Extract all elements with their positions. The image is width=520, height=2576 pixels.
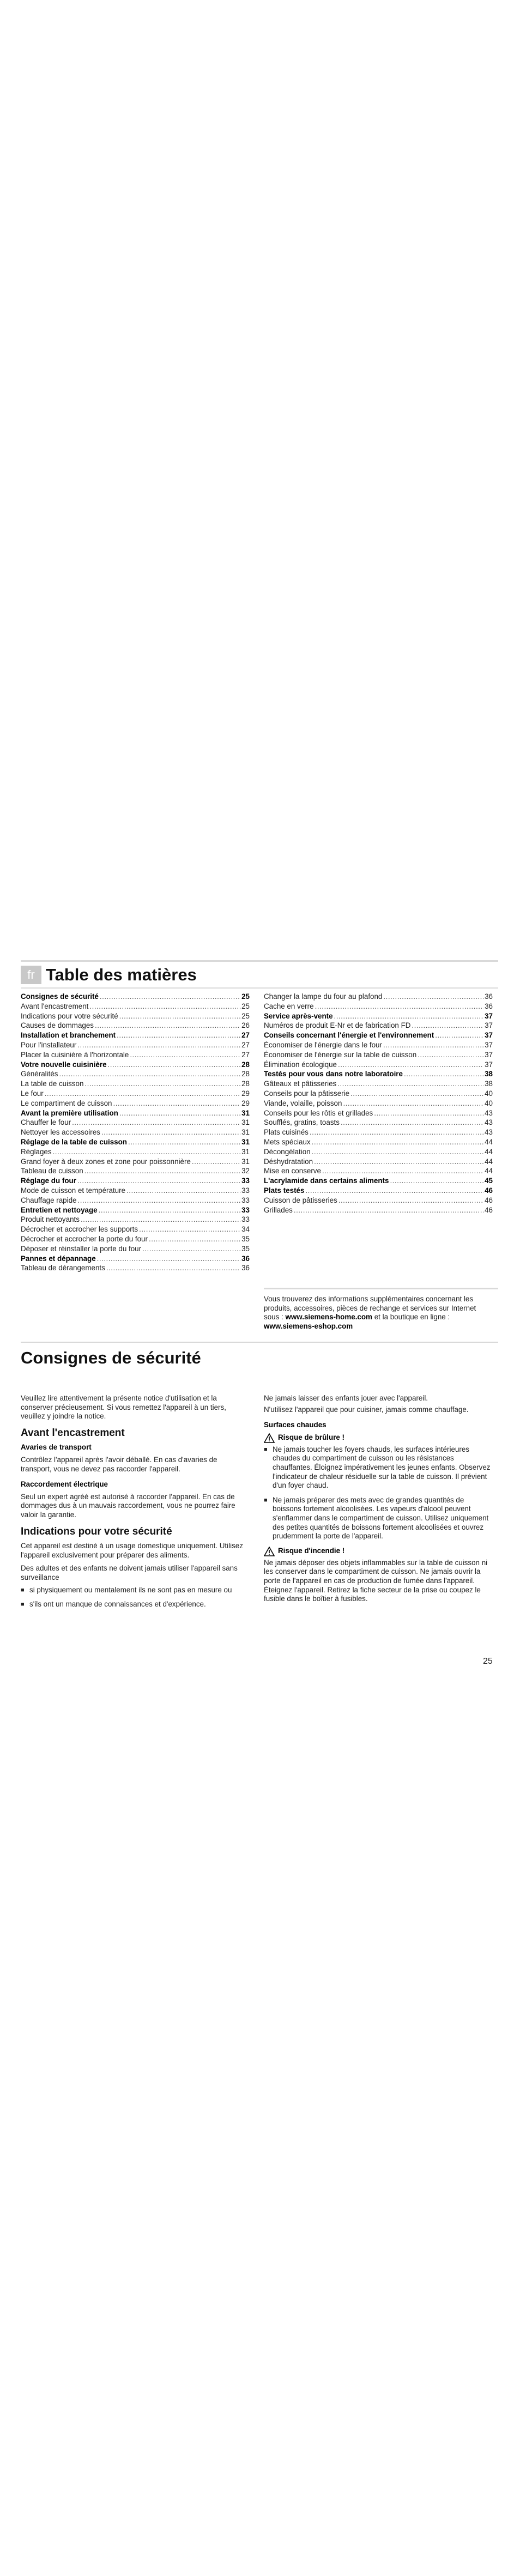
- toc-leader-dots: [435, 1031, 483, 1040]
- toc-entry-page: 37: [485, 1060, 493, 1069]
- toc-entry[interactable]: [21, 1215, 250, 1225]
- bullet-text: Ne jamais préparer des mets avec de grandes quantités de boissons fortement alcoolisées. Les vapeurs d'alcool peuvent s'enflammer dans le compartiment de cuisson. Utilisez uniquement des petites quantités de boissons fortement alcoolisées et ouvrez prudemment la porte de l'appareil.: [273, 1495, 489, 1541]
- toc-entry-title: Placer la cuisinière à l'horizontale: [21, 1050, 129, 1059]
- toc-leader-dots: [350, 1089, 483, 1099]
- toc-entry-page: 31: [241, 1128, 250, 1137]
- toc-leader-dots: [383, 1040, 483, 1050]
- info-mid: et la boutique en ligne :: [374, 1313, 450, 1321]
- toc-leader-dots: [341, 1118, 483, 1128]
- bullet-icon: ■: [264, 1496, 268, 1504]
- toc-entry-title: Soufflés, gratins, toasts: [264, 1118, 340, 1127]
- incendie-text: Ne jamais déposer des objets inflammables sur la table de cuisson ni les conserver dans le compartiment de cuisson. Ne jamais ouvrir la porte de l'appareil en cas de production de fumée dans l'appareil. Éteignez l'appareil. Retirez la fiche secteur de la prise ou coupez le fusible dans le boîtier à fusibles.: [264, 1558, 488, 1603]
- toc-entry-title: Grillades: [264, 1205, 293, 1214]
- toc-leader-dots: [343, 1099, 483, 1108]
- toc-leader-dots: [77, 1176, 240, 1186]
- toc-entry-page: 28: [241, 1080, 250, 1088]
- toc-top-rule: [21, 960, 498, 962]
- toc-under-rule: [21, 987, 498, 989]
- toc-entry-title: Réglage du four: [21, 1177, 76, 1185]
- toc-leader-dots: [126, 1186, 240, 1196]
- right-p1: Ne jamais laisser des enfants jouer avec l'appareil.: [264, 1394, 428, 1402]
- toc-entry-title: Indications pour votre sécurité: [21, 1011, 118, 1020]
- toc-entry[interactable]: [264, 1099, 493, 1108]
- toc-entry[interactable]: [264, 1166, 493, 1176]
- toc-entry[interactable]: [264, 1176, 493, 1186]
- toc-entry-page: 44: [485, 1137, 493, 1146]
- safety-left-column: [21, 1394, 250, 1615]
- toc-entry-title: Votre nouvelle cuisinière: [21, 1060, 107, 1069]
- toc-entry-title: Le four: [21, 1089, 44, 1098]
- toc-entry-page: 46: [485, 1186, 493, 1195]
- toc-entry-title: Décrocher et accrocher les supports: [21, 1225, 138, 1234]
- toc-leader-dots: [117, 1031, 240, 1040]
- list-item: [264, 1496, 493, 1541]
- toc-entry-title: Cuisson de pâtisseries: [264, 1196, 337, 1204]
- toc-leader-dots: [59, 1069, 240, 1079]
- toc-entry[interactable]: [264, 1147, 493, 1157]
- toc-entry-page: 37: [485, 1021, 493, 1030]
- toc-entry-title: Décongélation: [264, 1147, 311, 1156]
- toc-leader-dots: [84, 1166, 240, 1176]
- toc-entry-page: 38: [485, 1080, 493, 1088]
- toc-entry[interactable]: [21, 1147, 250, 1157]
- toc-entry[interactable]: [264, 1002, 493, 1011]
- toc-leader-dots: [101, 1128, 240, 1137]
- toc-leader-dots: [108, 1060, 241, 1070]
- toc-entry-page: 44: [485, 1157, 493, 1166]
- toc-entry-title: La table de cuisson: [21, 1080, 84, 1088]
- toc-entry[interactable]: [264, 1050, 493, 1060]
- toc-entry-page: 43: [485, 1128, 493, 1137]
- toc-entry-title: Le compartiment de cuisson: [21, 1099, 112, 1107]
- toc-entry-page: 45: [485, 1177, 493, 1185]
- toc-entry-title: Déposer et réinstaller la porte du four: [21, 1244, 142, 1253]
- transport-text: Contrôlez l'appareil après l'avoir déballé. En cas d'avaries de transport, vous ne devez pas raccorder l'appareil.: [21, 1455, 217, 1473]
- toc-leader-dots: [53, 1147, 241, 1157]
- bullet-text: s'ils ont un manque de connaissances et d'expérience.: [29, 1600, 206, 1609]
- page-number: 25: [483, 1657, 493, 1666]
- toc-entry-page: 46: [485, 1205, 493, 1214]
- toc-leader-dots: [106, 1263, 240, 1273]
- toc-entry[interactable]: [264, 992, 493, 1002]
- toc-entry[interactable]: [21, 1002, 250, 1011]
- toc-leader-dots: [81, 1215, 240, 1225]
- toc-entry-title: Chauffer le four: [21, 1118, 71, 1127]
- toc-entry[interactable]: [264, 1186, 493, 1196]
- toc-entry-page: 37: [485, 1031, 493, 1040]
- toc-entry-title: Conseils pour la pâtisserie: [264, 1089, 350, 1098]
- toc-entry[interactable]: [264, 1205, 493, 1215]
- toc-entry[interactable]: [21, 1263, 250, 1273]
- toc-entry-title: Économiser de l'énergie dans le four: [264, 1040, 382, 1049]
- toc-entry[interactable]: [21, 1166, 250, 1176]
- toc-entry[interactable]: [21, 1244, 250, 1254]
- toc-entry-page: 29: [241, 1089, 250, 1098]
- toc-leader-dots: [99, 1205, 240, 1215]
- toc-entry-title: L'acrylamide dans certains aliments: [264, 1177, 389, 1185]
- toc-entry-title: Gâteaux et pâtisseries: [264, 1080, 337, 1088]
- toc-leader-dots: [130, 1050, 240, 1060]
- toc-leader-dots: [315, 1002, 484, 1011]
- toc-entry-page: 27: [241, 1040, 250, 1049]
- toc-entry-title: Grand foyer à deux zones et zone pour poissonnière: [21, 1157, 191, 1166]
- toc-entry-title: Pour l'installateur: [21, 1040, 77, 1049]
- toc-entry[interactable]: [21, 1099, 250, 1108]
- toc-entry[interactable]: [264, 1137, 493, 1147]
- toc-entry[interactable]: [264, 1069, 493, 1079]
- bullet-icon: ■: [21, 1601, 25, 1608]
- toc-entry-page: 25: [241, 1011, 250, 1020]
- warning-triangle-icon: [264, 1433, 275, 1443]
- info-url-eshop[interactable]: www.siemens-eshop.com: [264, 1322, 353, 1330]
- toc-entry-page: 33: [241, 1205, 250, 1214]
- toc-leader-dots: [418, 1050, 483, 1060]
- toc-entry-title: Testés pour vous dans notre laboratoire: [264, 1070, 403, 1078]
- toc-entry-page: 36: [485, 1002, 493, 1010]
- indications-text-1: Cet appareil est destiné à un usage domestique uniquement. Utilisez l'appareil exclusivement pour préparer des aliments.: [21, 1542, 243, 1559]
- heading-raccordement: Raccordement électrique: [21, 1480, 108, 1489]
- toc-entry-title: Nettoyer les accessoires: [21, 1128, 100, 1137]
- toc-leader-dots: [113, 1099, 240, 1108]
- toc-entry-page: 44: [485, 1147, 493, 1156]
- toc-entry-title: Élimination écologique: [264, 1060, 337, 1069]
- toc-entry-title: Plats cuisinés: [264, 1128, 309, 1137]
- list-item: [264, 1445, 493, 1490]
- toc-entry[interactable]: [264, 1079, 493, 1089]
- toc-entry-page: 40: [485, 1099, 493, 1107]
- bullet-text: si physiquement ou mentalement ils ne sont pas en mesure ou: [29, 1585, 232, 1594]
- toc-entry[interactable]: [21, 1254, 250, 1264]
- toc-leader-dots: [78, 1196, 241, 1205]
- toc-entry[interactable]: [264, 1108, 493, 1118]
- toc-leader-dots: [89, 1002, 240, 1011]
- toc-leader-dots: [45, 1089, 240, 1099]
- bullet-icon: ■: [264, 1446, 268, 1453]
- toc-leader-dots: [322, 1166, 483, 1176]
- toc-entry[interactable]: [21, 1021, 250, 1031]
- toc-entry-title: Installation et branchement: [21, 1031, 116, 1040]
- bullet-text: Ne jamais toucher les foyers chauds, les surfaces intérieures chaudes du compartiment de cuisson ou les résistances chauffantes. Éloignez impérativement les jeunes enfants. Observez l'indicateur de chaleur résiduelle sur la table de cuisson. Il prévient d'un foyer chaud.: [273, 1445, 491, 1490]
- toc-leader-dots: [192, 1157, 240, 1167]
- toc-entry[interactable]: [21, 992, 250, 1002]
- toc-leader-dots: [142, 1244, 240, 1254]
- toc-entry[interactable]: [21, 1031, 250, 1040]
- toc-entry-page: 26: [241, 1021, 250, 1030]
- toc-entry-page: 38: [485, 1070, 493, 1078]
- toc-entry[interactable]: [21, 1050, 250, 1060]
- toc-entry-page: 36: [241, 1254, 250, 1263]
- toc-entry[interactable]: [21, 1186, 250, 1196]
- toc-entry-title: Produit nettoyants: [21, 1215, 80, 1224]
- toc-entry-page: 31: [241, 1108, 250, 1117]
- toc-entry[interactable]: [264, 1089, 493, 1099]
- toc-entry[interactable]: [21, 1157, 250, 1167]
- list-item: [21, 1586, 250, 1595]
- toc-entry-page: 25: [241, 1002, 250, 1010]
- toc-left-column: [21, 992, 250, 1273]
- toc-entry-title: Réglages: [21, 1147, 52, 1156]
- toc-entry-page: 33: [241, 1196, 250, 1204]
- toc-leader-dots: [149, 1234, 240, 1244]
- info-url-home[interactable]: www.siemens-home.com: [285, 1313, 372, 1321]
- toc-entry[interactable]: [21, 1079, 250, 1089]
- toc-entry-title: Pannes et dépannage: [21, 1254, 96, 1263]
- warning-burn-label: Risque de brûlure !: [278, 1433, 345, 1442]
- toc-entry[interactable]: [264, 1157, 493, 1167]
- toc-entry-page: 43: [485, 1108, 493, 1117]
- toc-entry-page: 27: [241, 1031, 250, 1040]
- toc-entry-page: 35: [241, 1234, 250, 1243]
- toc-entry[interactable]: [264, 1031, 493, 1040]
- toc-entry-page: 37: [485, 1011, 493, 1020]
- toc-entry-title: Décrocher et accrocher la porte du four: [21, 1234, 148, 1243]
- toc-leader-dots: [312, 1147, 483, 1157]
- toc-entry-page: 33: [241, 1186, 250, 1195]
- toc-entry[interactable]: [264, 1060, 493, 1070]
- toc-leader-dots: [334, 1011, 484, 1021]
- toc-entry[interactable]: [21, 1060, 250, 1070]
- safety-intro: Veuillez lire attentivement la présente notice d'utilisation et la conserver précieusement. Si vous remettez l'appareil à un tiers, veuillez y joindre la notice.: [21, 1394, 226, 1421]
- toc-entry[interactable]: [21, 1089, 250, 1099]
- right-p2: N'utilisez l'appareil que pour cuisiner, jamais comme chauffage.: [264, 1405, 469, 1414]
- warning-triangle-icon: [264, 1547, 275, 1556]
- toc-entry-page: 31: [241, 1147, 250, 1156]
- toc-entry[interactable]: [264, 1128, 493, 1137]
- toc-entry-page: 36: [485, 992, 493, 1001]
- toc-entry-page: 36: [241, 1264, 250, 1272]
- toc-entry[interactable]: [21, 1205, 250, 1215]
- toc-entry-title: Changer la lampe du four au plafond: [264, 992, 383, 1001]
- toc-leader-dots: [312, 1137, 484, 1147]
- toc-entry-title: Conseils pour les rôtis et grillades: [264, 1108, 373, 1117]
- toc-leader-dots: [374, 1108, 483, 1118]
- toc-entry-title: Consignes de sécurité: [21, 992, 99, 1001]
- toc-entry-title: Plats testés: [264, 1186, 305, 1195]
- list-item: [21, 1600, 250, 1609]
- toc-entry-page: 37: [485, 1040, 493, 1049]
- toc-entry-title: Mode de cuisson et température: [21, 1186, 126, 1195]
- toc-entry-page: 32: [241, 1167, 250, 1175]
- heading-transport: Avaries de transport: [21, 1443, 92, 1452]
- toc-entry-page: 31: [241, 1118, 250, 1127]
- toc-entry-page: 46: [485, 1196, 493, 1204]
- toc-entry-page: 44: [485, 1167, 493, 1175]
- toc-entry-title: Mise en conserve: [264, 1167, 321, 1175]
- toc-entry[interactable]: [264, 1011, 493, 1021]
- toc-entry[interactable]: [21, 1069, 250, 1079]
- toc-leader-dots: [95, 1021, 240, 1031]
- toc-entry-title: Numéros de produit E-Nr et de fabrication FD: [264, 1021, 411, 1030]
- toc-leader-dots: [77, 1040, 240, 1050]
- toc-entry[interactable]: [21, 1128, 250, 1137]
- toc-entry-page: 33: [241, 1215, 250, 1224]
- toc-entry-page: 29: [241, 1099, 250, 1107]
- toc-entry-title: Avant la première utilisation: [21, 1108, 118, 1117]
- info-rule: [264, 1288, 498, 1289]
- toc-entry-page: 27: [241, 1050, 250, 1059]
- toc-entry-page: 31: [241, 1137, 250, 1146]
- toc-entry-title: Réglage de la table de cuisson: [21, 1137, 127, 1146]
- toc-entry[interactable]: [21, 1137, 250, 1147]
- bullet-icon: ■: [21, 1586, 25, 1593]
- toc-entry[interactable]: [21, 1234, 250, 1244]
- toc-entry-page: 34: [241, 1225, 250, 1234]
- toc-entry[interactable]: [21, 1196, 250, 1205]
- warning-fire: [264, 1547, 493, 1556]
- toc-header: [21, 965, 197, 985]
- toc-entry-page: 40: [485, 1089, 493, 1098]
- toc-leader-dots: [72, 1118, 240, 1128]
- toc-entry[interactable]: [21, 1040, 250, 1050]
- toc-entry[interactable]: [21, 1118, 250, 1128]
- toc-leader-dots: [139, 1225, 240, 1234]
- toc-entry-page: 43: [485, 1118, 493, 1127]
- toc-entry-page: 37: [485, 1050, 493, 1059]
- toc-leader-dots: [390, 1176, 483, 1186]
- toc-leader-dots: [119, 1108, 240, 1118]
- toc-entry-page: 31: [241, 1157, 250, 1166]
- heading-encastrement: Avant l'encastrement: [21, 1427, 125, 1439]
- toc-entry-title: Entretien et nettoyage: [21, 1205, 98, 1214]
- toc-entry-page: 28: [241, 1070, 250, 1078]
- toc-entry-title: Cache en verre: [264, 1002, 314, 1010]
- toc-entry[interactable]: [21, 1011, 250, 1021]
- safety-title: Consignes de sécurité: [21, 1348, 201, 1367]
- toc-entry-title: Avant l'encastrement: [21, 1002, 89, 1010]
- language-badge: fr: [21, 966, 41, 984]
- toc-title: Table des matières: [46, 965, 197, 984]
- info-text: [264, 1295, 493, 1331]
- toc-leader-dots: [294, 1205, 483, 1215]
- toc-leader-dots: [412, 1021, 483, 1031]
- toc-leader-dots: [383, 992, 483, 1002]
- toc-entry-page: 25: [241, 992, 250, 1001]
- indications-text-2: Des adultes et des enfants ne doivent jamais utiliser l'appareil sans surveillance: [21, 1564, 238, 1581]
- toc-leader-dots: [128, 1137, 240, 1147]
- toc-entry[interactable]: [21, 1176, 250, 1186]
- toc-entry-title: Causes de dommages: [21, 1021, 94, 1030]
- toc-entry-title: Tableau de dérangements: [21, 1264, 105, 1272]
- toc-leader-dots: [119, 1011, 240, 1021]
- toc-leader-dots: [97, 1254, 240, 1264]
- raccordement-text: Seul un expert agréé est autorisé à raccorder l'appareil. En cas de dommages dus à un mauvais raccordement, vous ne pourrez faire valoir la garantie.: [21, 1492, 235, 1519]
- toc-entry-page: 33: [241, 1177, 250, 1185]
- safety-rule: [21, 1342, 498, 1343]
- toc-entry[interactable]: [264, 1118, 493, 1128]
- toc-entry[interactable]: [21, 1225, 250, 1234]
- toc-entry-page: 35: [241, 1244, 250, 1253]
- safety-right-column: [264, 1394, 493, 1610]
- toc-entry-title: Conseils concernant l'énergie et l'environnement: [264, 1031, 434, 1040]
- toc-entry-title: Service après-vente: [264, 1011, 333, 1020]
- toc-entry-page: 28: [241, 1060, 250, 1069]
- toc-entry-title: Économiser de l'énergie sur la table de cuisson: [264, 1050, 417, 1059]
- toc-entry-title: Déshydratation: [264, 1157, 313, 1166]
- toc-leader-dots: [84, 1079, 240, 1089]
- toc-entry-title: Chauffage rapide: [21, 1196, 77, 1204]
- heading-indications: Indications pour votre sécurité: [21, 1525, 172, 1537]
- toc-entry-title: Tableau de cuisson: [21, 1167, 83, 1175]
- toc-leader-dots: [314, 1157, 483, 1167]
- toc-leader-dots: [338, 1060, 483, 1070]
- toc-entry[interactable]: [264, 1196, 493, 1205]
- toc-leader-dots: [338, 1196, 483, 1205]
- toc-entry-title: Viande, volaille, poisson: [264, 1099, 342, 1107]
- toc-leader-dots: [310, 1128, 483, 1137]
- toc-right-column: [264, 992, 493, 1215]
- toc-entry-title: Généralités: [21, 1070, 58, 1078]
- warning-fire-label: Risque d'incendie !: [278, 1547, 345, 1555]
- warning-burn: [264, 1433, 493, 1443]
- toc-leader-dots: [305, 1186, 483, 1196]
- toc-leader-dots: [337, 1079, 483, 1089]
- toc-entry[interactable]: [21, 1108, 250, 1118]
- toc-entry[interactable]: [264, 1021, 493, 1031]
- heading-surfaces: Surfaces chaudes: [264, 1421, 326, 1429]
- toc-leader-dots: [404, 1069, 483, 1079]
- toc-entry[interactable]: [264, 1040, 493, 1050]
- toc-leader-dots: [100, 992, 240, 1002]
- toc-entry-title: Mets spéciaux: [264, 1137, 311, 1146]
- info-before: Vous trouverez des informations supplémentaires concernant les produits, accessoires, pièces de rechange et services sur Internet sous :: [264, 1295, 476, 1321]
